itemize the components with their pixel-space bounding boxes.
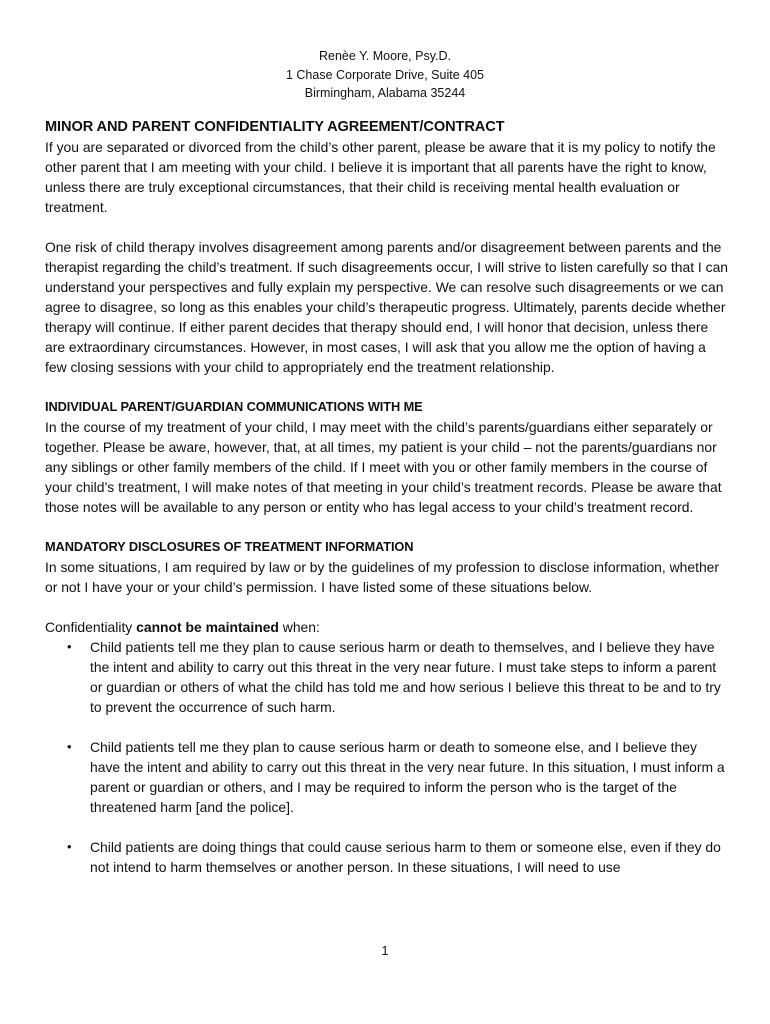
confidentiality-prefix: Confidentiality: [45, 619, 137, 635]
bullet-icon: •: [67, 739, 72, 754]
list-item: [45, 637, 730, 717]
letterhead-address-line-2: Birmingham, Alabama 35244: [304, 86, 466, 100]
page-number: 1: [381, 944, 389, 958]
letterhead-address-line-1: 1 Chase Corporate Drive, Suite 405: [285, 67, 485, 82]
confidentiality-lead-in: [45, 617, 730, 637]
section-heading-parent-communications: INDIVIDUAL PARENT/GUARDIAN COMMUNICATIONS WITH ME: [45, 399, 423, 414]
list-item-text: Child patients tell me they plan to cause serious harm or death to themselves, and I believe they have the intent and ability to carry out this threat in the very near future. I must take steps to inform a parent or guardian or others of what the child has told me and how serious I believe this threat to be and to try to prevent the occurrence of such harm.: [90, 639, 721, 715]
letterhead: [0, 47, 770, 103]
disclosure-list: [45, 637, 730, 877]
section-body-parent-communications: In the course of my treatment of your child, I may meet with the child’s parents/guardians either separately or together. Please be aware, however, that, at all times, my patient is your child – not the parents/guardians nor any siblings or other family members of the child. If I meet with you or other family members in the course of your child’s treatment, I will make notes of that meeting in your child’s treatment records. Please be aware that those notes will be available to any person or entity who has legal access to your child’s treatment record.: [45, 419, 722, 515]
confidentiality-suffix: when:: [278, 619, 320, 635]
list-item-text: Child patients tell me they plan to cause serious harm or death to someone else, and I believe they have the intent and ability to carry out this threat in the very near future. In this situation, I must inform a parent or guardian or others, and I may be required to inform the person who is the target of the threatened harm [and the police].: [90, 739, 725, 815]
intro-paragraph-1: If you are separated or divorced from the child’s other parent, please be aware that it is my policy to notify the other parent that I am meeting with your child. I believe it is important that all parents have the right to know, unless there are truly exceptional circumstances, that their child is receiving mental health evaluation or treatment.: [45, 139, 716, 215]
list-item: [45, 737, 730, 817]
document-body: [45, 117, 730, 877]
confidentiality-emphasis: cannot be maintained: [136, 619, 279, 635]
section-heading-mandatory-disclosures: MANDATORY DISCLOSURES OF TREATMENT INFORMATION: [45, 539, 414, 554]
section-body-mandatory-disclosures: In some situations, I am required by law or by the guidelines of my profession to disclose information, whether or not I have your or your child’s permission. I have listed some of these situations below.: [45, 559, 720, 595]
bullet-icon: •: [67, 639, 72, 654]
list-item-text: Child patients are doing things that could cause serious harm to them or someone else, even if they do not intend to harm themselves or another person. In these situations, I will need to use: [90, 839, 721, 875]
list-item: [45, 837, 730, 877]
letterhead-name: Renèe Y. Moore, Psy.D.: [318, 49, 451, 63]
bullet-icon: •: [67, 839, 72, 854]
intro-paragraph-2: One risk of child therapy involves disagreement among parents and/or disagreement between parents and the therapist regarding the child’s treatment. If such disagreements occur, I will strive to listen carefully so that I can understand your perspectives and fully explain my perspective. We can resolve such disagreements or we can agree to disagree, so long as this enables your child’s therapeutic progress. Ultimately, parents decide whether therapy will continue. If either parent decides that therapy should end, I will honor that decision, unless there are extraordinary circumstances. However, in most cases, I will ask that you allow me the option of having a few closing sessions with your child to appropriately end the treatment relationship.: [45, 239, 729, 375]
document-title: MINOR AND PARENT CONFIDENTIALITY AGREEMENT/CONTRACT: [45, 119, 505, 135]
